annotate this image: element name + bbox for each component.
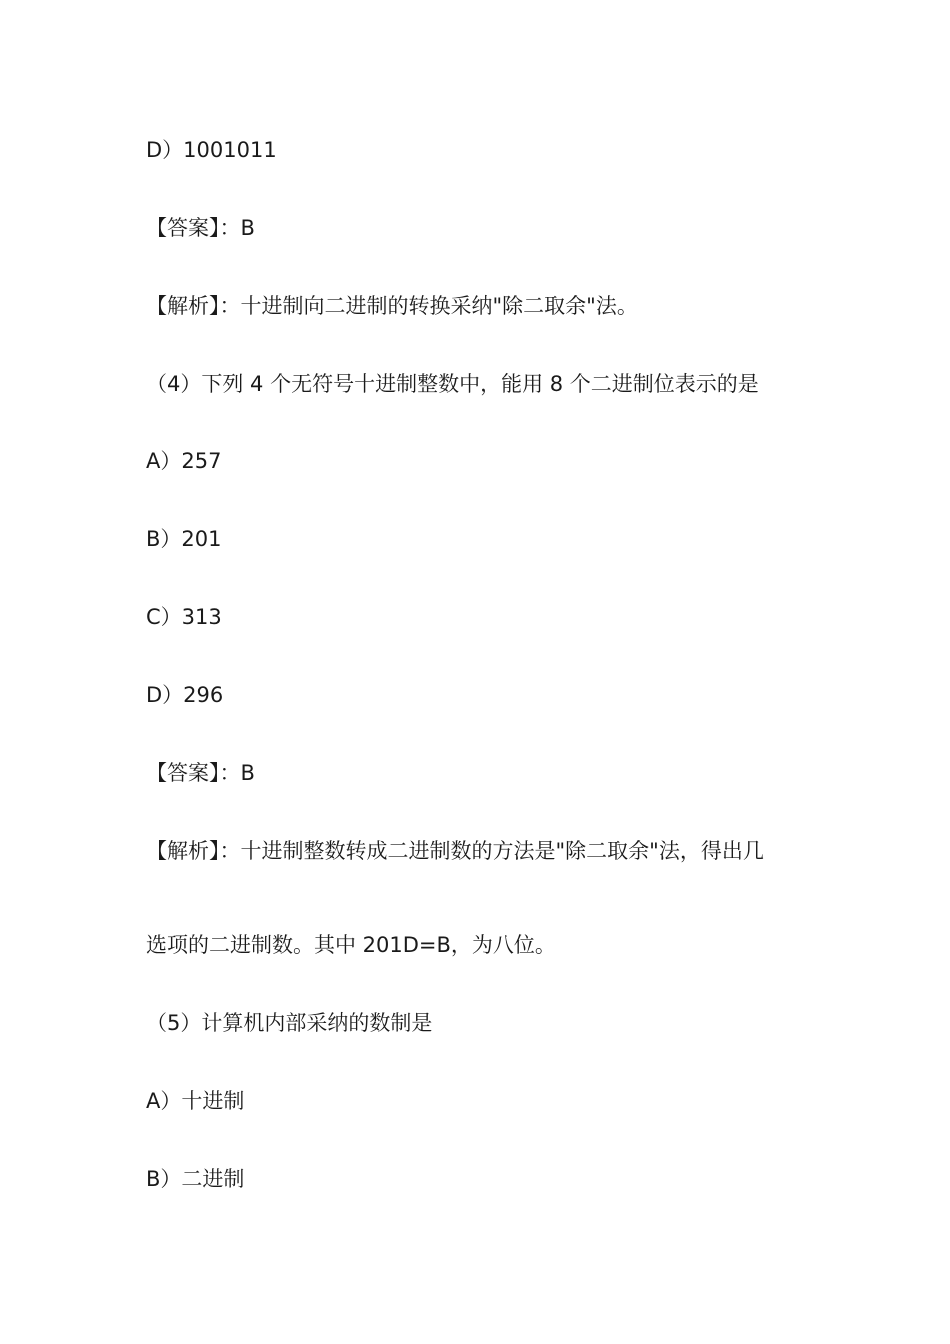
option-c-q4: C）313 xyxy=(146,605,222,629)
question-5: （5）计算机内部采纳的数制是 xyxy=(146,1011,433,1035)
option-a-q5: A）十进制 xyxy=(146,1089,245,1113)
option-b-q4: B）201 xyxy=(146,527,222,551)
option-a-q4: A）257 xyxy=(146,449,222,473)
option-d-q4: D）296 xyxy=(146,683,224,707)
answer-q3: 【答案】：B xyxy=(146,216,255,240)
answer-q4: 【答案】：B xyxy=(146,761,255,785)
option-b-q5: B）二进制 xyxy=(146,1167,245,1191)
analysis-q3: 【解析】：十进制向二进制的转换采纳"除二取余"法。 xyxy=(146,294,638,318)
analysis-q4-line2: 选项的二进制数。其中 201D=B，为八位。 xyxy=(146,933,556,957)
analysis-q4-line1: 【解析】：十进制整数转成二进制数的方法是"除二取余"法，得出几 xyxy=(146,839,764,863)
option-d-q3: D）1001011 xyxy=(146,138,277,162)
question-4: （4）下列 4 个无符号十进制整数中，能用 8 个二进制位表示的是 xyxy=(146,372,759,396)
